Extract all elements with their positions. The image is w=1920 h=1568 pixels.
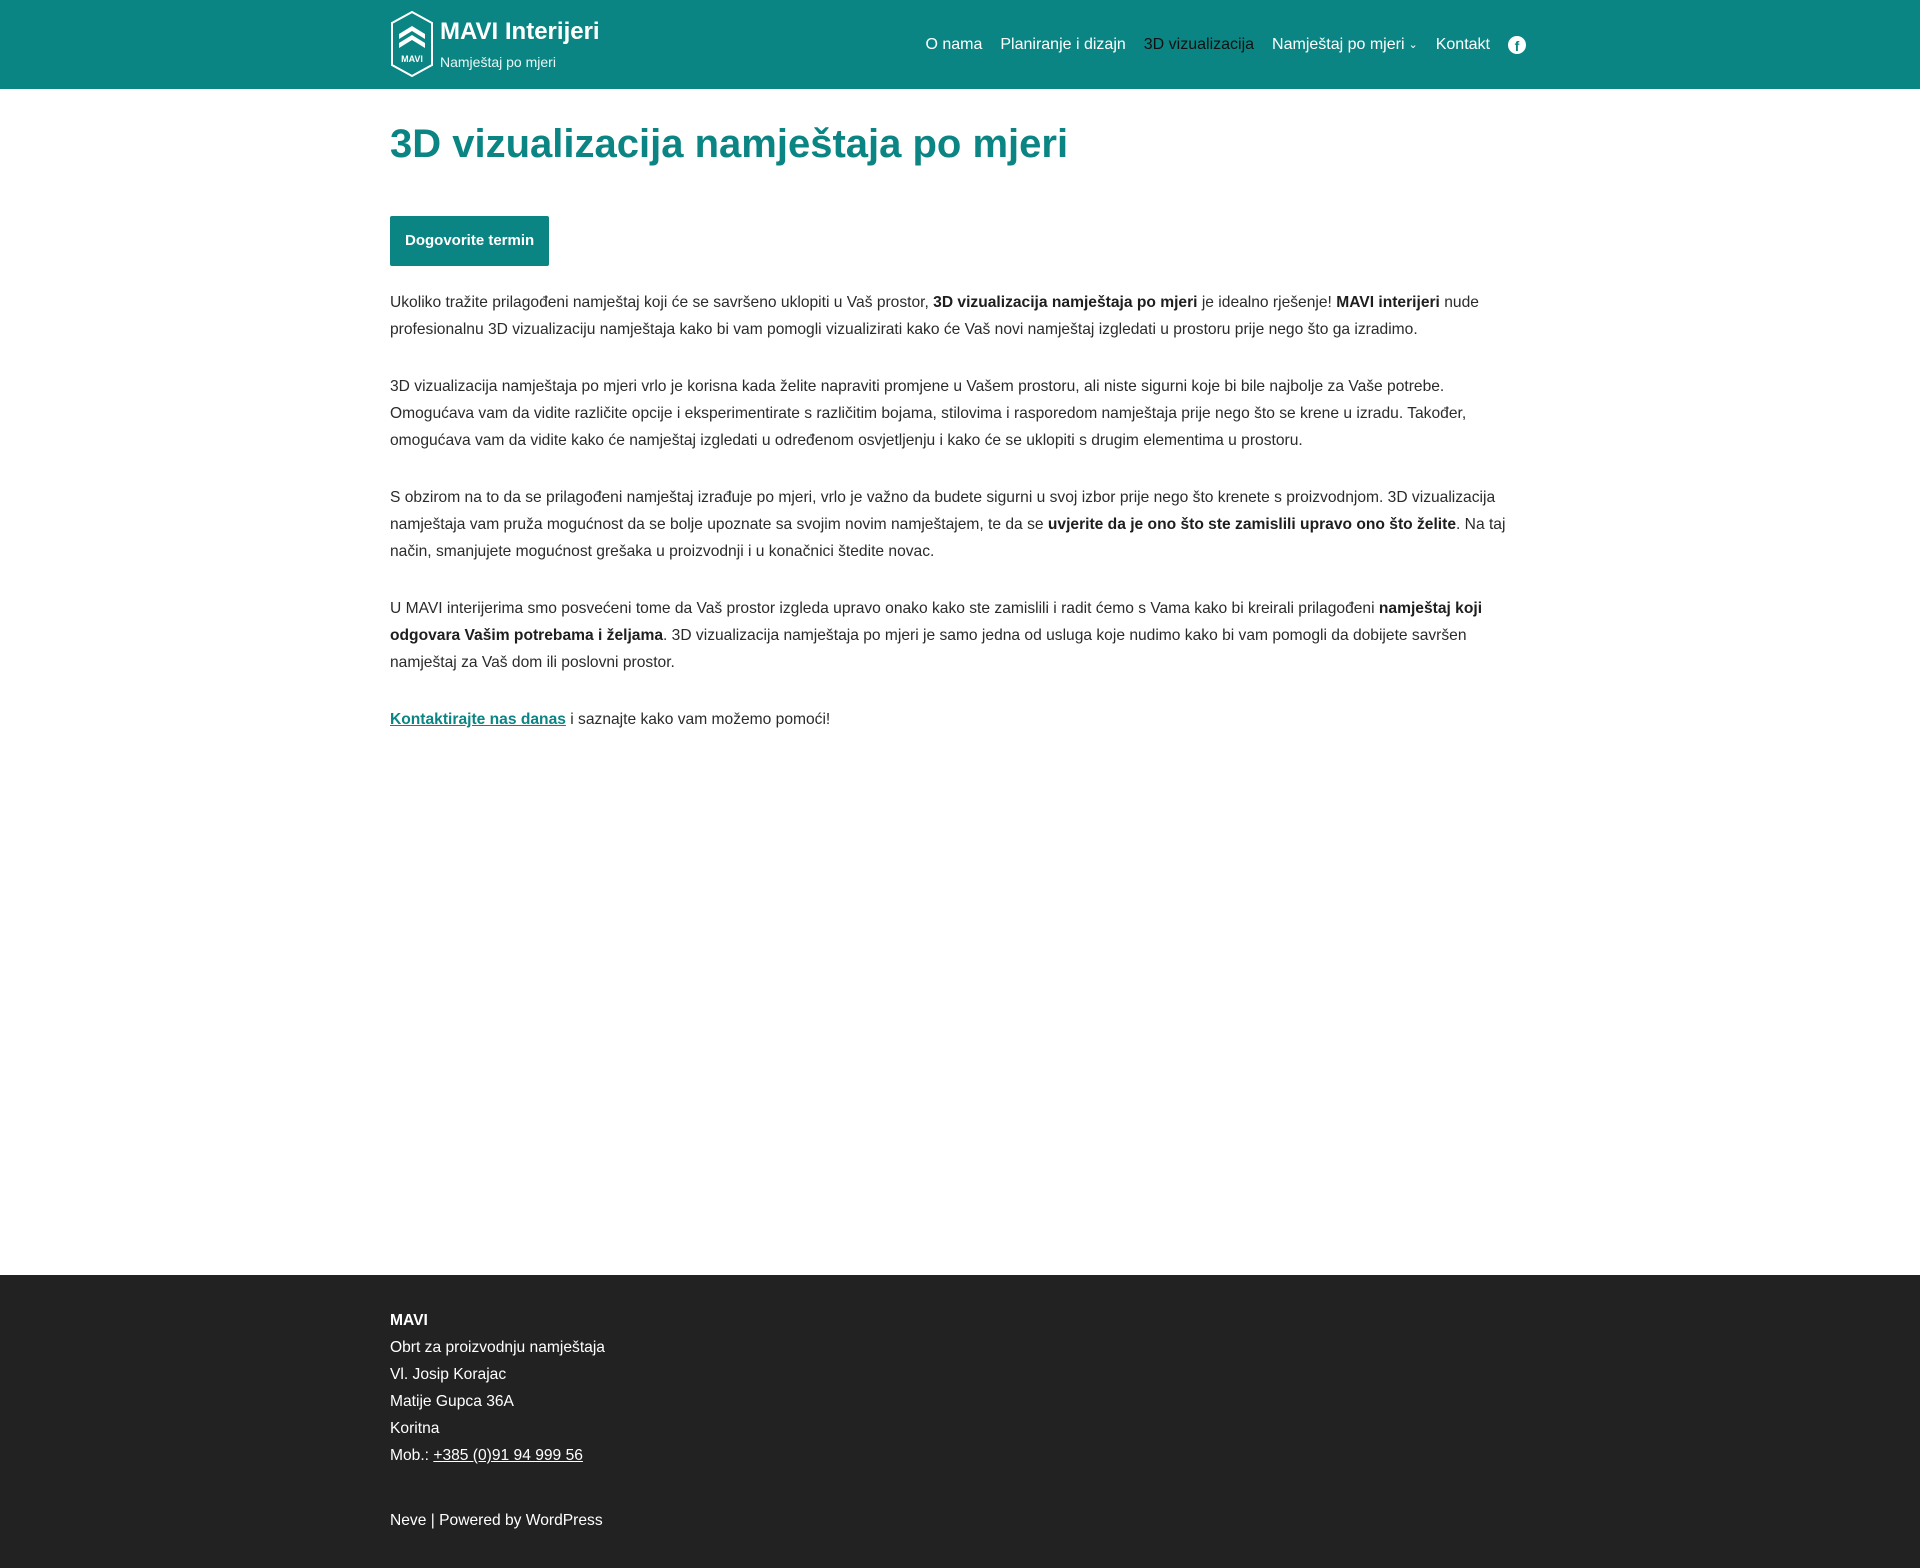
footer-line: Obrt za proizvodnju namještaja bbox=[390, 1339, 605, 1356]
text: . Na taj način, smanjujete mogućnost grešaka u proizvodnji i u konačnici štedite novac. bbox=[390, 516, 1506, 560]
nav-item-3d-vizualizacija[interactable]: 3D vizualizacija bbox=[1143, 35, 1255, 53]
paragraph-contact bbox=[390, 706, 1526, 733]
text: . 3D vizualizacija namještaja po mjeri je samo jedna od usluga koje nudimo kako bi vam pomogli da dobijete savršen namještaj za Vaš dom ili poslovni prostor. bbox=[390, 627, 1467, 671]
text: je idealno rješenje! bbox=[1197, 294, 1337, 311]
bold-text: uvjerite da je ono što ste zamislili upravo ono što želite bbox=[1047, 516, 1457, 533]
text: Ukoliko tražite prilagođeni namještaj koji će se savršeno uklopiti u Vaš prostor, bbox=[390, 294, 934, 311]
mavi-logo-icon bbox=[390, 10, 434, 78]
nav-item-label: Namještaj po mjeri bbox=[1272, 35, 1405, 53]
footer-line: Matije Gupca 36A bbox=[390, 1393, 514, 1410]
bold-text: 3D vizualizacija namještaja po mjeri bbox=[933, 294, 1198, 311]
site-tagline: Namještaj po mjeri bbox=[440, 54, 556, 70]
footer-company-name: MAVI bbox=[390, 1312, 428, 1329]
phone-label: Mob.: bbox=[390, 1447, 434, 1464]
paragraph-benefits: 3D vizualizacija namještaja po mjeri vrlo je korisna kada želite napraviti promjene u Vašem prostoru, ali niste sigurni koje bi bile najbolje za Vaše potrebe. Omogućava vam da vidite različite opcije i eksperimentirate s različitim bojama, stilovima i rasporedom namještaja prije nego što se krene u izradu. Također, omogućava vam da vidite kako će namještaj izgledati u određenom osvjetljenju i kako će se uklopiti s drugim elementima u prostoru. bbox=[390, 378, 1467, 449]
phone-link[interactable]: +385 (0)91 94 999 56 bbox=[433, 1447, 583, 1464]
facebook-icon[interactable]: f bbox=[1508, 36, 1526, 54]
paragraph-commitment bbox=[390, 595, 1526, 676]
footer-phone bbox=[390, 1442, 1526, 1469]
nav-item-kontakt[interactable]: Kontakt bbox=[1435, 35, 1490, 53]
header-inner bbox=[390, 0, 1526, 89]
nav-item-o-nama[interactable]: O nama bbox=[925, 35, 983, 53]
text: i saznajte kako vam možemo pomoći! bbox=[565, 711, 831, 728]
logo-text bbox=[440, 17, 600, 71]
bold-text: MAVI interijeri bbox=[1336, 294, 1440, 311]
primary-nav bbox=[907, 0, 1526, 89]
footer-credit bbox=[390, 1507, 603, 1534]
wordpress-credit-link[interactable]: Powered by WordPress bbox=[439, 1512, 603, 1529]
text: nude profesionalnu 3D vizualizaciju namještaja kako bi vam pomogli vizualizirati kako će Vaš novi namještaj izgledati u prostoru prije nego što ga izradimo. bbox=[390, 294, 1479, 338]
site-header bbox=[0, 0, 1920, 89]
nav-item-planiranje-i-dizajn[interactable]: Planiranje i dizajn bbox=[1000, 35, 1126, 53]
text: S obzirom na to da se prilagođeni namještaj izrađuje po mjeri, vrlo je važno da budete sigurni u svoj izbor prije nego što krenete s proizvodnjom. 3D vizualizacija namještaja vam pruža mogućnost da se bolje upoznate sa svojim novim namještajem, te da se bbox=[390, 489, 1496, 533]
contact-us-link[interactable]: Kontaktirajte nas danas bbox=[390, 711, 566, 728]
footer-line: Koritna bbox=[390, 1420, 440, 1437]
bold-text: namještaj koji odgovara Vašim potrebama i željama bbox=[390, 600, 1483, 644]
site-footer bbox=[0, 1275, 1920, 1568]
paragraph-certainty bbox=[390, 484, 1526, 565]
text: U MAVI interijerima smo posvećeni tome da Vaš prostor izgleda upravo onako kako ste zamislili i radit ćemo s Vama kako bi kreirali prilagođeni bbox=[390, 600, 1379, 617]
chevron-down-icon[interactable]: ⌄ bbox=[1408, 39, 1418, 51]
book-appointment-button[interactable]: Dogovorite termin bbox=[390, 216, 549, 266]
main-content bbox=[390, 89, 1526, 733]
site-logo-link[interactable] bbox=[390, 10, 600, 78]
credit-separator: | bbox=[426, 1512, 440, 1529]
logo-text-mark: MAVI bbox=[401, 54, 423, 64]
page-title: 3D vizualizacija namještaja po mjeri bbox=[390, 122, 1069, 166]
site-title[interactable]: MAVI Interijeri bbox=[440, 18, 600, 45]
footer-contact-block bbox=[390, 1307, 1526, 1469]
nav-item-namjestaj-po-mjeri[interactable] bbox=[1272, 36, 1418, 54]
theme-credit-link[interactable]: Neve bbox=[390, 1512, 427, 1529]
footer-line: Vl. Josip Korajac bbox=[390, 1366, 507, 1383]
article-body bbox=[390, 289, 1526, 733]
paragraph-intro bbox=[390, 289, 1526, 343]
